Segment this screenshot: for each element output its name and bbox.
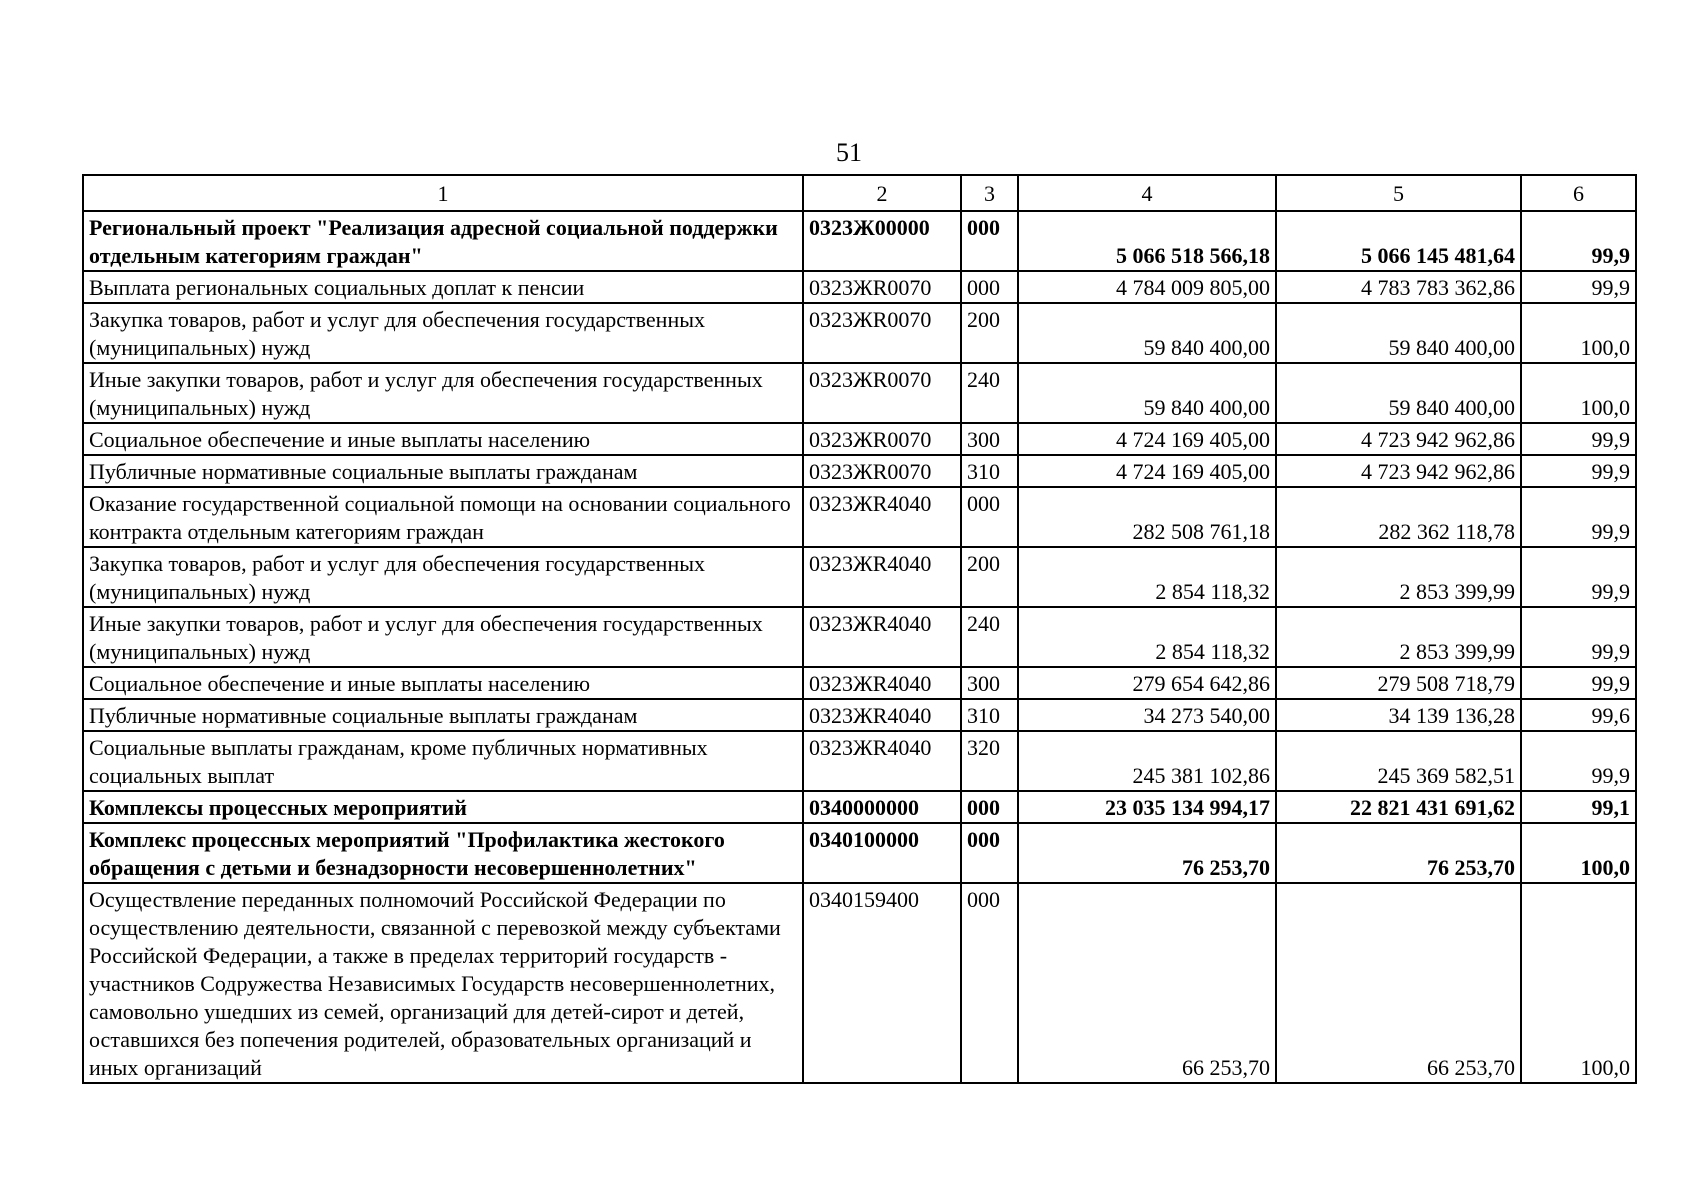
- row-pct: 99,9: [1521, 547, 1636, 607]
- table-row: [83, 271, 1636, 303]
- row-plan: 279 654 642,86: [1018, 667, 1276, 699]
- row-plan: 2 854 118,32: [1018, 607, 1276, 667]
- row-csr: 0323ЖR0070: [803, 423, 961, 455]
- row-vr: 310: [961, 455, 1018, 487]
- row-vr: 000: [961, 791, 1018, 823]
- row-pct: 100,0: [1521, 883, 1636, 1083]
- row-pct: 100,0: [1521, 823, 1636, 883]
- row-csr: 0323ЖR0070: [803, 455, 961, 487]
- row-csr: 0323ЖR4040: [803, 547, 961, 607]
- row-plan: 59 840 400,00: [1018, 303, 1276, 363]
- row-name: Иные закупки товаров, работ и услуг для обеспечения государственных (муниципальных) нужд: [83, 363, 803, 423]
- row-pct: 99,9: [1521, 211, 1636, 271]
- row-pct: 99,6: [1521, 699, 1636, 731]
- row-pct: 99,9: [1521, 423, 1636, 455]
- row-csr: 0323ЖR4040: [803, 731, 961, 791]
- row-vr: 000: [961, 883, 1018, 1083]
- row-vr: 240: [961, 363, 1018, 423]
- row-plan: 282 508 761,18: [1018, 487, 1276, 547]
- row-plan: 2 854 118,32: [1018, 547, 1276, 607]
- row-vr: 000: [961, 823, 1018, 883]
- budget-table: [82, 174, 1637, 1084]
- row-vr: 320: [961, 731, 1018, 791]
- table-row: [83, 791, 1636, 823]
- row-pct: 99,9: [1521, 455, 1636, 487]
- row-pct: 99,9: [1521, 271, 1636, 303]
- row-vr: 300: [961, 423, 1018, 455]
- table-row: [83, 607, 1636, 667]
- row-fact: 279 508 718,79: [1276, 667, 1521, 699]
- row-vr: 000: [961, 487, 1018, 547]
- row-name: Оказание государственной социальной помощи на основании социального контракта отдельным категориям граждан: [83, 487, 803, 547]
- row-fact: 282 362 118,78: [1276, 487, 1521, 547]
- page-number: 51: [836, 138, 862, 167]
- row-csr: 0323ЖR4040: [803, 699, 961, 731]
- header-row: [83, 175, 1636, 211]
- row-vr: 000: [961, 211, 1018, 271]
- row-fact: 22 821 431 691,62: [1276, 791, 1521, 823]
- header-col-6: 6: [1521, 175, 1636, 211]
- row-plan: 23 035 134 994,17: [1018, 791, 1276, 823]
- row-name: Социальное обеспечение и иные выплаты населению: [83, 667, 803, 699]
- row-csr: 0323ЖR0070: [803, 363, 961, 423]
- table-row: [83, 699, 1636, 731]
- row-plan: 4 784 009 805,00: [1018, 271, 1276, 303]
- row-csr: 0323ЖR0070: [803, 271, 961, 303]
- row-fact: 2 853 399,99: [1276, 607, 1521, 667]
- table-row: [83, 731, 1636, 791]
- table-row: [83, 303, 1636, 363]
- row-csr: 0323ЖR0070: [803, 303, 961, 363]
- row-csr: 0323ЖR4040: [803, 667, 961, 699]
- row-name: Закупка товаров, работ и услуг для обеспечения государственных (муниципальных) нужд: [83, 303, 803, 363]
- row-plan: 59 840 400,00: [1018, 363, 1276, 423]
- row-fact: 5 066 145 481,64: [1276, 211, 1521, 271]
- row-vr: 000: [961, 271, 1018, 303]
- header-col-2: 2: [803, 175, 961, 211]
- row-pct: 99,9: [1521, 667, 1636, 699]
- row-fact: 2 853 399,99: [1276, 547, 1521, 607]
- row-vr: 200: [961, 303, 1018, 363]
- row-csr: 0323ЖR4040: [803, 607, 961, 667]
- row-vr: 310: [961, 699, 1018, 731]
- table-row: [83, 487, 1636, 547]
- table-row: [83, 883, 1636, 1083]
- table-row: [83, 823, 1636, 883]
- row-plan: 4 724 169 405,00: [1018, 455, 1276, 487]
- row-name: Социальные выплаты гражданам, кроме публичных нормативных социальных выплат: [83, 731, 803, 791]
- row-plan: 5 066 518 566,18: [1018, 211, 1276, 271]
- row-pct: 99,1: [1521, 791, 1636, 823]
- row-name: Публичные нормативные социальные выплаты гражданам: [83, 455, 803, 487]
- row-csr: 0340000000: [803, 791, 961, 823]
- row-csr: 0323Ж00000: [803, 211, 961, 271]
- row-pct: 100,0: [1521, 303, 1636, 363]
- table-row: [83, 455, 1636, 487]
- row-plan: 34 273 540,00: [1018, 699, 1276, 731]
- row-plan: 245 381 102,86: [1018, 731, 1276, 791]
- row-csr: 0340159400: [803, 883, 961, 1083]
- row-fact: 59 840 400,00: [1276, 363, 1521, 423]
- header-col-5: 5: [1276, 175, 1521, 211]
- row-fact: 66 253,70: [1276, 883, 1521, 1083]
- header-col-4: 4: [1018, 175, 1276, 211]
- row-fact: 34 139 136,28: [1276, 699, 1521, 731]
- table-row: [83, 363, 1636, 423]
- table-row: [83, 211, 1636, 271]
- row-vr: 240: [961, 607, 1018, 667]
- row-fact: 59 840 400,00: [1276, 303, 1521, 363]
- row-name: Региональный проект "Реализация адресной социальной поддержки отдельным категориям граждан": [83, 211, 803, 271]
- row-csr: 0323ЖR4040: [803, 487, 961, 547]
- header-col-3: 3: [961, 175, 1018, 211]
- row-fact: 4 723 942 962,86: [1276, 423, 1521, 455]
- row-fact: 76 253,70: [1276, 823, 1521, 883]
- row-csr: 0340100000: [803, 823, 961, 883]
- row-pct: 99,9: [1521, 607, 1636, 667]
- header-col-1: 1: [83, 175, 803, 211]
- row-name: Осуществление переданных полномочий Российской Федерации по осуществлению деятельности, связанной с перевозкой между субъектами Российской Федерации, а также в пределах территорий государств - участников Содружества Независимых Государств несовершеннолетних, самовольно ушедших из семей, организаций для детей-сирот и детей, оставшихся без попечения родителей, образовательных организаций и иных организаций: [83, 883, 803, 1083]
- row-name: Закупка товаров, работ и услуг для обеспечения государственных (муниципальных) нужд: [83, 547, 803, 607]
- table-row: [83, 423, 1636, 455]
- row-pct: 100,0: [1521, 363, 1636, 423]
- row-plan: 76 253,70: [1018, 823, 1276, 883]
- row-name: Выплата региональных социальных доплат к пенсии: [83, 271, 803, 303]
- row-vr: 200: [961, 547, 1018, 607]
- table-row: [83, 547, 1636, 607]
- row-pct: 99,9: [1521, 731, 1636, 791]
- row-fact: 245 369 582,51: [1276, 731, 1521, 791]
- row-name: Комплексы процессных мероприятий: [83, 791, 803, 823]
- row-name: Социальное обеспечение и иные выплаты населению: [83, 423, 803, 455]
- row-name: Комплекс процессных мероприятий "Профилактика жестокого обращения с детьми и безнадзорности несовершеннолетних": [83, 823, 803, 883]
- row-pct: 99,9: [1521, 487, 1636, 547]
- row-plan: 66 253,70: [1018, 883, 1276, 1083]
- row-name: Публичные нормативные социальные выплаты гражданам: [83, 699, 803, 731]
- table-row: [83, 667, 1636, 699]
- row-fact: 4 783 783 362,86: [1276, 271, 1521, 303]
- row-vr: 300: [961, 667, 1018, 699]
- row-fact: 4 723 942 962,86: [1276, 455, 1521, 487]
- row-plan: 4 724 169 405,00: [1018, 423, 1276, 455]
- row-name: Иные закупки товаров, работ и услуг для обеспечения государственных (муниципальных) нужд: [83, 607, 803, 667]
